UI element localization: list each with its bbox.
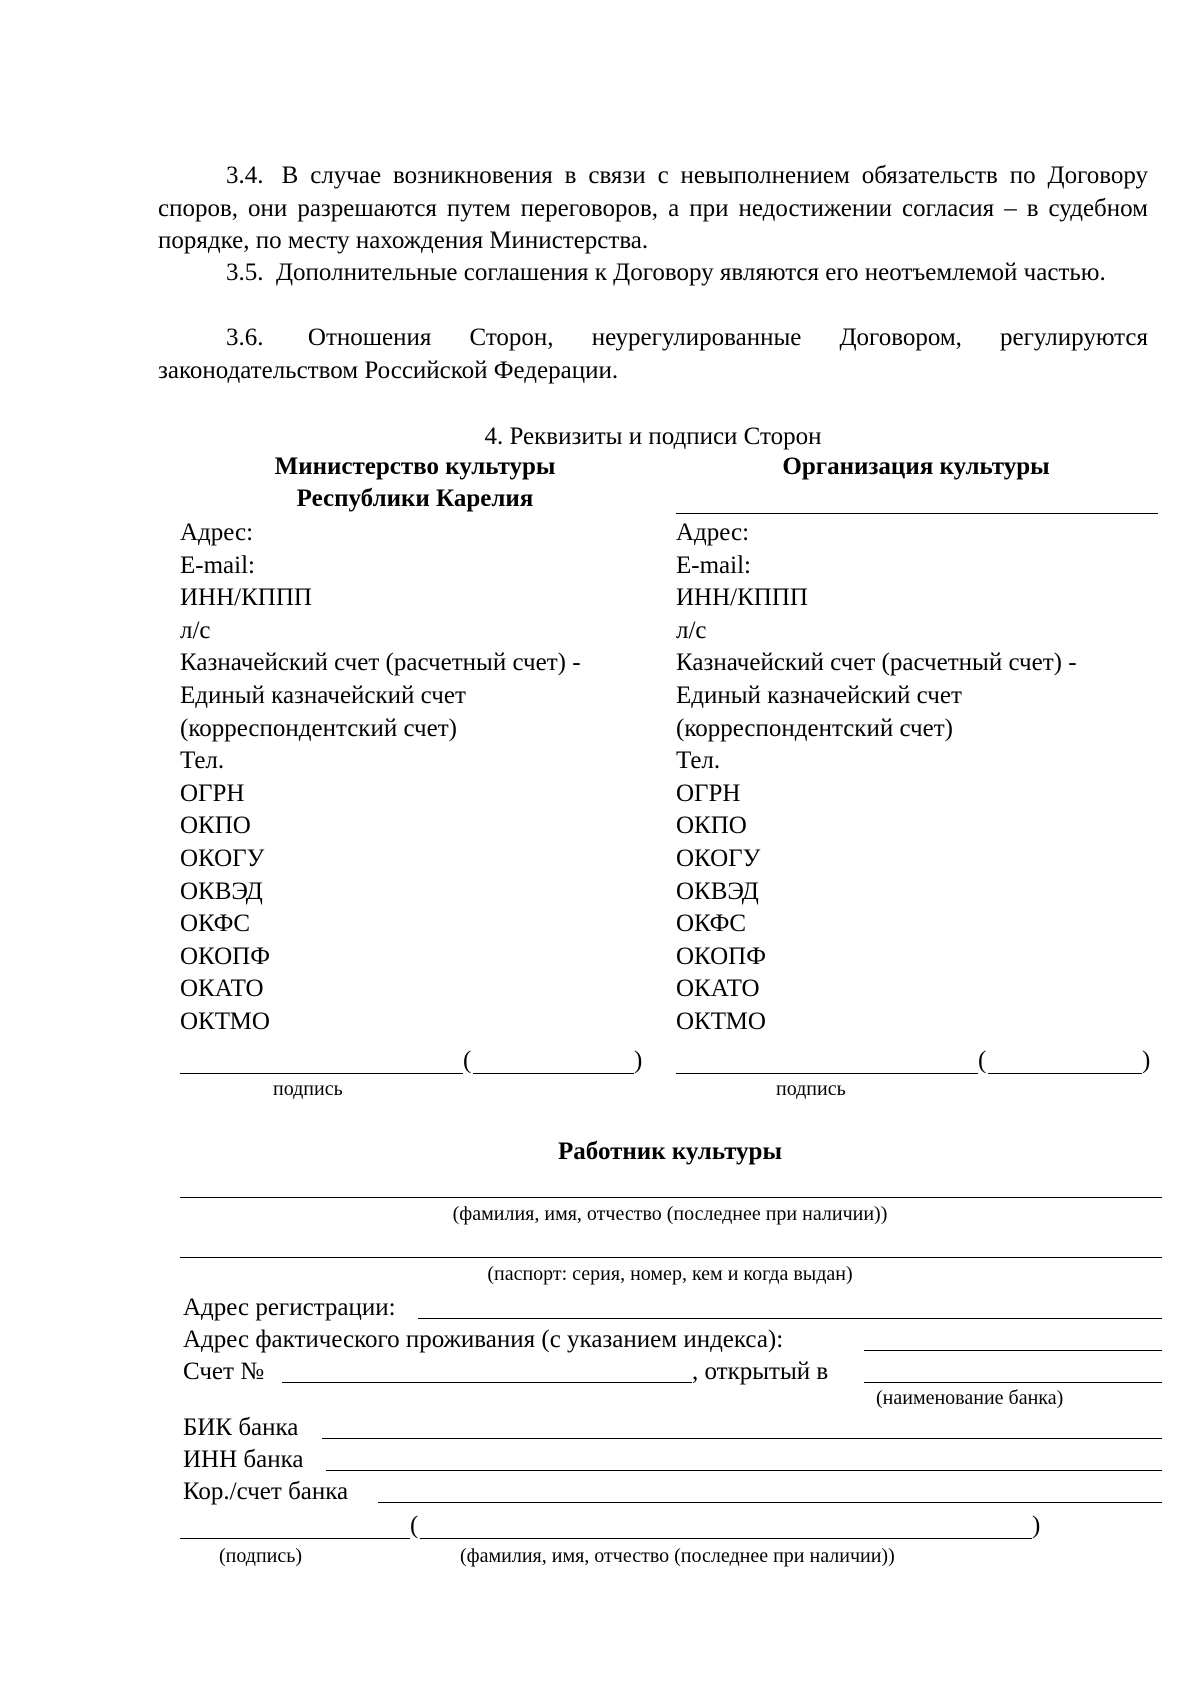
ls-label: л/с — [676, 616, 707, 644]
okfs-label: ОКФС — [676, 910, 747, 938]
worker-fio-line — [180, 1197, 1162, 1198]
corr-account-bank-label: Кор./счет банка — [183, 1478, 349, 1505]
organization-signature-line — [676, 1073, 978, 1074]
address-label: Адрес: — [676, 519, 750, 546]
reg-address-line — [418, 1318, 1162, 1319]
okogu-label: ОКОГУ — [676, 844, 761, 872]
actual-address-label: Адрес фактического проживания (с указанием индекса): — [183, 1326, 784, 1353]
organization-signature-caption: подпись — [776, 1078, 846, 1100]
oktmo-label: ОКТМО — [676, 1007, 766, 1035]
section-title: 4. Реквизиты и подписи Сторон — [484, 423, 822, 450]
oktmo-label: ОКТМО — [180, 1007, 270, 1035]
paren-open: ( — [463, 1047, 472, 1074]
okfs-label: ОКФС — [180, 910, 251, 938]
paragraph-3-4 — [158, 160, 1148, 258]
organization-requisites — [676, 517, 1077, 1039]
inn-bank-line — [326, 1470, 1162, 1471]
email-label: E-mail: — [676, 551, 751, 579]
ministry-requisites — [180, 517, 581, 1039]
phone-label: Тел. — [180, 747, 225, 775]
organization-title: Организация культуры — [782, 453, 1050, 480]
ministry-signature-line — [180, 1073, 463, 1074]
corr-account-label: (корреспондентский счет) — [676, 714, 953, 742]
paren-close: ) — [1142, 1047, 1151, 1074]
single-treasury-label: Единый казначейский счет — [180, 681, 466, 709]
worker-signature-caption: (подпись) — [219, 1545, 303, 1567]
email-label: E-mail: — [180, 551, 255, 579]
worker-passport-line — [180, 1257, 1162, 1258]
bank-name-line — [864, 1382, 1162, 1383]
corr-account-bank-line — [378, 1502, 1162, 1503]
inn-kpp-label: ИНН/КППП — [180, 584, 312, 612]
okopf-label: ОКОПФ — [180, 942, 270, 970]
paren-open: ( — [978, 1047, 987, 1074]
paragraph-number: 3.6. — [226, 324, 270, 351]
organization-fio-line — [988, 1073, 1142, 1074]
bank-name-caption: (наименование банка) — [876, 1387, 1064, 1409]
ogrn-label: ОГРН — [676, 779, 741, 807]
paragraph-text: В случае возникновения в связи с невыполнением обязательств по Договору споров, они разрешаются путем переговоров, а при недостижении согласия – в судебном порядке, по месту нахождения Министерства. — [158, 162, 1149, 254]
paren-close: ) — [634, 1047, 643, 1074]
okogu-label: ОКОГУ — [180, 844, 265, 872]
corr-account-label: (корреспондентский счет) — [180, 714, 457, 742]
paren-close: ) — [1032, 1512, 1041, 1539]
paragraph-number: 3.5. — [226, 259, 270, 286]
paragraph-number: 3.4. — [226, 162, 270, 189]
ogrn-label: ОГРН — [180, 779, 245, 807]
single-treasury-label: Единый казначейский счет — [676, 681, 962, 709]
inn-bank-label: ИНН банка — [183, 1446, 304, 1473]
ministry-signature-caption: подпись — [273, 1078, 343, 1100]
account-label: Счет № — [183, 1358, 265, 1385]
paragraph-3-6 — [158, 322, 1148, 387]
okato-label: ОКАТО — [676, 975, 760, 1003]
bik-line — [322, 1438, 1162, 1439]
worker-title: Работник культуры — [558, 1138, 782, 1165]
ministry-title-line2: Республики Карелия — [296, 485, 534, 512]
worker-fio-sign-line — [420, 1538, 1032, 1539]
treasury-account-label: Казначейский счет (расчетный счет) - — [676, 649, 1077, 677]
address-label: Адрес: — [180, 519, 254, 546]
worker-fio-caption: (фамилия, имя, отчество (последнее при наличии)) — [452, 1203, 888, 1225]
paragraph-text: Дополнительные соглашения к Договору являются его неотъемлемой частью. — [276, 259, 1106, 286]
paragraph-3-5 — [158, 257, 1148, 290]
treasury-account-label: Казначейский счет (расчетный счет) - — [180, 649, 581, 677]
inn-kpp-label: ИНН/КППП — [676, 584, 808, 612]
ministry-title-line1: Министерство культуры — [274, 453, 556, 480]
ministry-fio-line — [473, 1073, 634, 1074]
worker-fio-caption-bottom: (фамилия, имя, отчество (последнее при наличии)) — [460, 1545, 895, 1567]
bik-label: БИК банка — [183, 1414, 299, 1441]
worker-signature-line — [180, 1538, 410, 1539]
okved-label: ОКВЭД — [676, 877, 759, 905]
okved-label: ОКВЭД — [180, 877, 263, 905]
okpo-label: ОКПО — [676, 812, 747, 840]
account-number-line — [282, 1382, 692, 1383]
paragraph-text: Отношения Сторон, неурегулированные Договором, регулируются законодательством Российской Федерации. — [158, 324, 1149, 384]
opened-in-label: , открытый в — [692, 1358, 829, 1385]
phone-label: Тел. — [676, 747, 721, 775]
okato-label: ОКАТО — [180, 975, 264, 1003]
paren-open: ( — [410, 1512, 419, 1539]
okopf-label: ОКОПФ — [676, 942, 766, 970]
okpo-label: ОКПО — [180, 812, 251, 840]
reg-address-label: Адрес регистрации: — [183, 1294, 396, 1321]
worker-passport-caption: (паспорт: серия, номер, кем и когда выдан) — [487, 1263, 853, 1285]
organization-name-line — [676, 513, 1158, 514]
actual-address-line — [864, 1350, 1162, 1351]
ls-label: л/с — [180, 616, 211, 644]
